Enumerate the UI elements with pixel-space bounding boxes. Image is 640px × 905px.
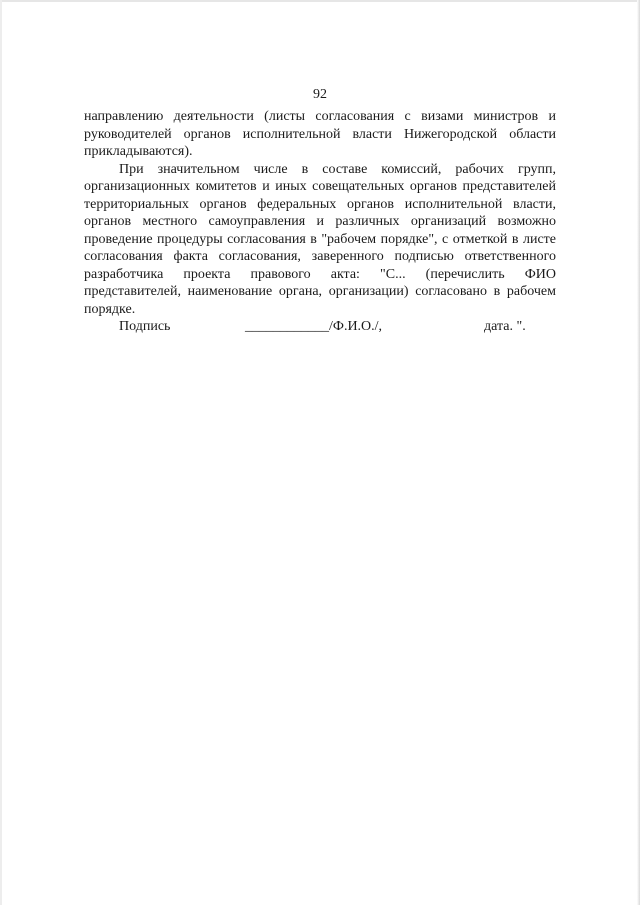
signature-label: Подпись bbox=[119, 319, 171, 334]
signature-blank: ____________/Ф.И.О./, bbox=[245, 319, 383, 334]
signature-date: дата. ". bbox=[484, 319, 526, 334]
document-body bbox=[84, 108, 556, 336]
paragraph-continuation: направлению деятельности (листы согласования с визами министров и руководителей органов исполнительной власти Нижегородской области прикладываются). bbox=[84, 109, 556, 159]
paragraph-working-order: При значительном числе в составе комиссий, рабочих групп, организационных комитетов и иных совещательных органов представителей территориальных органов федеральных органов исполнительной власти, органов местного самоуправления и различных организаций возможно проведение процедуры согласования в "рабочем порядке", с отметкой в листе согласования факта согласования, заверенного подписью ответственного разработчика проекта правового акта: "С... (перечислить ФИО представителей, наименование органа, организации) согласовано в рабочем порядке. bbox=[84, 161, 556, 317]
page-edge-top bbox=[0, 0, 640, 2]
page-number: 92 bbox=[313, 87, 327, 102]
page-edge-left bbox=[0, 0, 2, 905]
signature-line bbox=[84, 318, 556, 336]
